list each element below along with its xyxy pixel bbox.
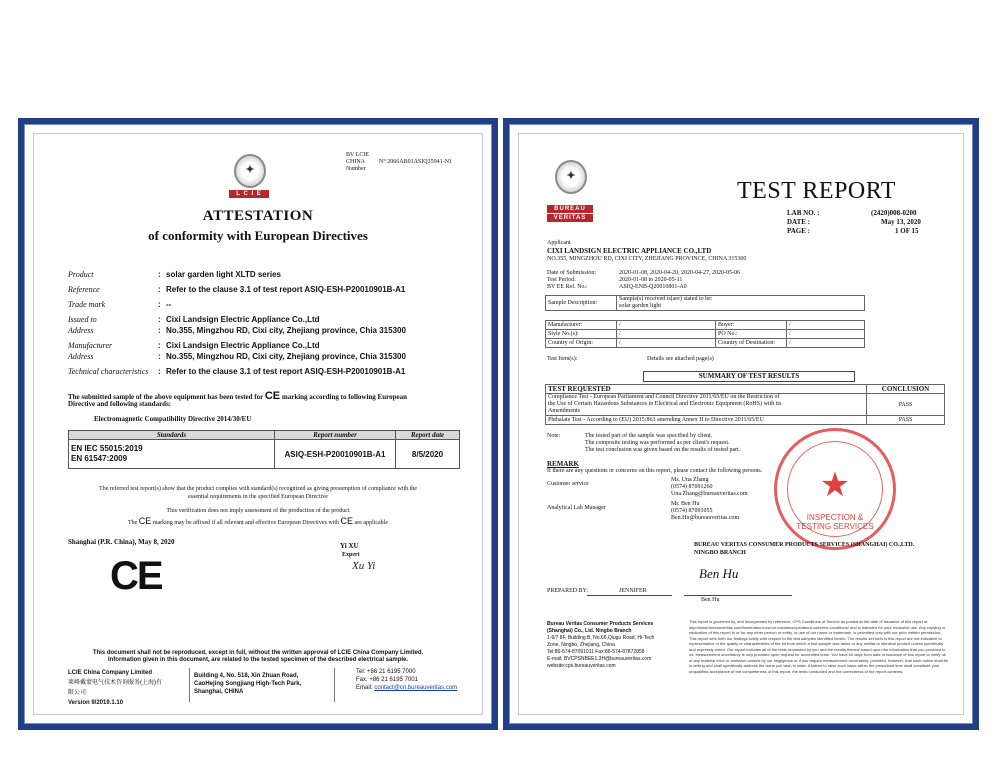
report-title: TEST REPORT [737,178,896,204]
table-header-row [69,431,460,440]
submitted-line-2: Directive and following standards: [68,400,172,408]
footer-bold-2: Information given in this document, are related to the tested specimen of the described electrical sample. [107,657,409,663]
report-number-cell: ASIQ-ESH-P20010901B-A1 [275,440,396,469]
note-1: The referred test report(s) show that the product complies with standard(s) recognized as giving presumption of compliance with the [99,486,417,492]
bv-logo-veritas: VERITAS [547,214,593,222]
field-colon: : [158,270,161,279]
signer-name: Yi XU [340,542,359,550]
field-colon: : [158,315,161,324]
footer-line: E-mail: BVCPSNBEE1.3H@bureauveritas.com [547,656,652,662]
footer-line: website:cps.bureauveritas.com [547,663,616,669]
field-value: Cixi Landsign Electric Appliance Co.,Ltd [166,315,320,324]
ce-inline-mark: CE [138,516,152,526]
date-labels [547,270,596,291]
field-label: Trade mark [68,300,106,309]
signature: Xu Yi [352,560,376,572]
applicant-name: CIXI LANDSIGN ELECTRIC APPLIANCE CO.,LTD [547,247,712,255]
ce-inline-mark: CE [264,390,281,402]
field-value: No.355, Mingzhou RD, Cixi city, Zhejiang province, Chia 315300 [166,352,406,361]
contact-name: Ms. Una Zhang [671,477,709,483]
test-items-value: Details see attached page(s) [647,356,714,362]
table-row [546,339,865,348]
note-3: This verification does not imply assessment of the production of the product [166,508,350,514]
grid-value: / [617,321,716,330]
seal-glyph: ✦ [245,164,255,176]
address-line: CaoHejing Songjiang High-Tech Park, [194,681,302,687]
field-label: Manufacturer [68,341,113,350]
header-standards: Standards [69,431,275,440]
date-value: 2020-01-08, 2020-04-20, 2020-04-27, 2020-05-06 [619,270,740,276]
grid-label: Manufacturer: [546,321,617,330]
note-label: Note: [547,433,561,439]
lcie-logo-seal [234,154,266,188]
footer-line: Zone, Ningbo, Zhejiang, China [547,642,615,648]
stamp-star-icon: ★ [819,467,851,504]
footer-contact-block [356,668,457,692]
footer-line: 1-6/7 8F, Building B, No.66,Qiugu Road, Hi-Tech [547,635,655,641]
header-report-number: Report number [275,431,396,440]
field-label: Address [68,352,94,361]
company-name-cn: 限公司 [68,690,87,696]
footer-company-block [68,668,162,708]
remark-text: If there are any questions or concerns on this report, please contact the following persons. [547,468,763,474]
meta-value: (2420)008-0200 [871,209,917,217]
footer-divider [189,668,190,702]
date-label: BV EE Ref. No.: [547,284,588,290]
field-colon: : [158,285,161,294]
version: Version 9/2019.1.10 [68,700,124,706]
note-2: essential requirements in the specified European Directive [188,494,328,500]
field-colon: : [158,352,161,361]
date-value: 2020-01-08 to 2020-05-11 [619,277,683,283]
grid-label: PO No.: [716,330,787,339]
attestation-title: ATTESTATION [202,208,314,224]
prepared-line [587,595,672,596]
grid-label: Country of Destination: [716,339,787,348]
requested-line: Amendments [548,408,580,414]
table-row [546,330,865,339]
grid-value: / [787,330,865,339]
stamp-text: INSPECTION & TESTING SERVICES [796,513,874,531]
field-value: solar garden light XLTD series [166,270,281,279]
submitted-text: marking according to following European [281,393,407,401]
report-date-cell: 8/5/2020 [396,440,460,469]
ref-top-line: Number [346,166,366,172]
signer-title: Expert [342,552,360,558]
note-line: The tested part of the sample was specified by client. [585,433,713,439]
field-label: Reference [68,285,100,294]
field-value: Cixi Landsign Electric Appliance Co.,Ltd [166,341,320,350]
field-label: Issued to [68,315,97,324]
date-label: Date of Submission: [547,270,596,276]
company-name: LCIE China Company Limited [68,670,153,676]
field-colon: : [158,367,161,376]
contact-email: Ben.Hu@bureauveritas.com [671,515,740,521]
header-report-date: Report date [396,431,460,440]
place-date: Shanghai (P.R. China), May 8, 2020 [68,538,175,546]
meta-label: DATE : [787,218,811,226]
ref-number: N° 2066AB01ASIQ35941-N1 [379,159,452,165]
standards-table [68,430,460,469]
seal-glyph: ✦ [566,170,576,182]
table-row [546,394,945,416]
requested-test: Phthalate Test - According to (EU) 2015/863 amending Annex II to Directive 2011/65/EU [546,416,867,425]
contact-tel: (0574) 87091055 [671,508,713,514]
note-text: are applicable [354,520,389,526]
bv-logo-bureau: BUREAU [547,205,593,213]
attestation-frame [18,118,498,730]
field-label: Technical characteristics [68,367,149,376]
ref-top-line: BV LCIE [346,152,370,158]
report-frame [503,118,979,730]
test-items-label: Test Item(s): [547,356,578,362]
note-line: The composite testing was performed as per client's request. [585,440,730,446]
signature-line [684,595,792,596]
notes-block [585,433,740,454]
note-4 [34,516,482,526]
ce-inline-mark: CE [340,516,354,526]
footer-divider [334,668,335,702]
contact-name: Mr. Ben Hu [671,501,700,507]
report-document [518,133,964,715]
meta-label: PAGE : [787,227,811,235]
prepared-name: JENNIFER [619,588,647,594]
sample-line: solar garden light [619,303,661,309]
field-value: Refer to the clause 3.1 of test report ASIQ-ESH-P20010901B-A1 [166,367,406,376]
table-row [546,321,865,330]
contact-role: Analytical Lab Manager [547,505,606,511]
contact-tel: (0574) 87091260 [671,484,713,490]
sample-table [545,295,865,311]
grid-value: / [617,330,716,339]
grid-value: / [787,321,865,330]
grid-label: Buyer: [716,321,787,330]
directive-title: Electromagnetic Compatibility Directive 2014/30/EU [94,415,252,423]
signed-name: Ben Hu [701,597,720,603]
attestation-document [33,133,483,715]
note-line: The test conclusion was given based on the results of tested part. [585,447,741,453]
table-row [546,416,945,425]
field-colon: : [158,341,161,350]
email-link[interactable]: contact@cn.bureauveritas.com [374,685,458,691]
origin-table [545,320,865,348]
footer-address-block [194,672,301,696]
tel: Tel: +86 21 6195 7000 [356,669,416,675]
date-value: ASIQ-ENB-Q20010801-A0 [619,284,687,290]
requested-test [546,394,867,416]
attestation-subtitle: of conformity with European Directives [148,228,368,243]
ce-mark: CE [110,554,162,598]
company-name-cn: 莱峰戴蒙电气技术咨询服务(上海)有 [68,680,162,686]
note-text: marking may be affixed if all relevant and effective European Directives with [152,520,340,526]
contact-email: Una.Zhang@bureauveritas.com [671,491,748,497]
report-footer-terms: This report is governed by, and incorporates by reference, CPS Conditions of Service as posted at the date of issuance of this report at http://www.bureauveritas.com/home/about-us/our-business/cps/about-us/terms-conditions/ and is intended for your exclusive use. Any copying or replication of this report to or for any other person or entity, or use of our name or trademark, is permitted only with our prior written permission. This report sets forth our findings solely with respect to the test samples identified herein. The results set forth in this report are not indicative or representative of the quality or characteristics of the lot from which a test sample was taken or any similar or identical product unless specifically and expressly noted. Our report includes all of the tests requested by you and the results thereof based upon the information that you provided to us. Measurement uncertainty is only provided upon request for accredited tests. You have 60 days from date of issuance of this report to notify us of any material error or omission caused by our negligence or if you require measurement uncertainty; provided, however, that such notice shall be in writing and shall specifically address the issue you wish to raise. A failure to raise such issue within the prescribed time shall constitute your unqualified acceptance of the completeness of this report, the tests conducted and the correctness of the report contents. [689,619,949,674]
summary-title: SUMMARY OF TEST RESULTS [643,371,855,382]
contact-details [671,501,739,522]
applicant-label: Applicant [547,240,571,246]
field-value: No.355, Mingzhou RD, Cixi city, Zhejiang province, Chia 315300 [166,326,406,335]
report-signature: Ben Hu [699,566,739,581]
field-colon: : [158,300,161,309]
contact-details [671,477,748,498]
note-text: The [127,520,138,526]
submitted-text: The submitted sample of the above equipment has been tested for [68,393,264,401]
meta-value: 1 OF 15 [895,227,919,235]
meta-label: LAB NO. : [787,209,820,217]
address-line: Shanghai, CHINA [194,689,244,695]
field-value: Refer to the clause 3.1 of test report ASIQ-ESH-P20010901B-A1 [166,285,406,294]
date-values [619,270,740,291]
grid-label: Country of Origin: [546,339,617,348]
footer-line: Tel:86-574-87091011 Fax:86-574-87872058 [547,649,645,655]
footer-bold-1: This document shall not be reproduced, except in full, without the written approval of LCIE China Company Limited. [92,650,424,656]
table-header-row [546,385,945,394]
remark-heading: REMARK [547,460,579,468]
bv-logo-seal [555,160,587,194]
ref-top-labels [346,152,369,173]
report-border [509,124,973,724]
report-footer-left [547,621,654,670]
requested-line: the Use of Certain Hazardous Substances in Electrical and Electronic Equipment (RoHS) with its [548,401,782,407]
branch-name: BUREAU VERITAS CONSUMER PRODUCTS SERVICES (SHANGHAI) CO.,LTD. [694,542,915,548]
field-label: Product [68,270,94,279]
grid-label: Style No.(s): [546,330,617,339]
branch-city: NINGBO BRANCH [694,550,746,556]
field-colon: : [158,326,161,335]
ref-top-line: CHINA [346,159,365,165]
footer-line: (Shanghai) Co., Ltd. Ningbo Branch [547,628,632,634]
email-label: Email: [356,685,373,691]
field-value: -- [166,300,172,309]
field-label: Address [68,326,94,335]
address-line: Building 4, No. 518, Xin Zhuan Road, [194,673,299,679]
company-stamp [774,428,896,550]
footer-line: Bureau Veritas Consumer Products Services [547,621,654,627]
applicant-address: NO.355, MINGZHOU RD, CIXI CITY, ZHEJIANG PROVINCE, CHINA 315300 [547,256,747,262]
standard-item: EN 61547:2009 [71,454,128,463]
test-requested-header: TEST REQUESTED [546,385,867,394]
meta-value: May 13, 2020 [881,218,921,226]
table-row [69,440,460,469]
table-row [546,296,865,311]
conclusion-header: CONCLUSION [867,385,945,394]
sample-line: Sample(s) received is(are) stated to be: [619,296,713,302]
fax: Fax: +86 21 6195 7001 [356,677,418,683]
requested-line: Compliance Test - European Parliament and Council Directive 2011/65/EU on the Restriction of [548,394,780,400]
grid-value: / [617,339,716,348]
summary-table [545,384,945,425]
date-label: Test Period: [547,277,576,283]
lcie-logo-text: L C I E [229,190,269,198]
grid-value: / [787,339,865,348]
contact-role: Customer service [547,481,589,487]
sample-label: Sample Description: [546,296,617,311]
standard-item: EN IEC 55015:2019 [71,444,143,453]
conclusion-pass: PASS [867,394,945,416]
standards-cell [69,440,275,469]
conclusion-pass: PASS [867,416,945,425]
prepared-label: PREPARED BY: [547,588,589,594]
attestation-border [24,124,492,724]
sample-value [617,296,865,311]
